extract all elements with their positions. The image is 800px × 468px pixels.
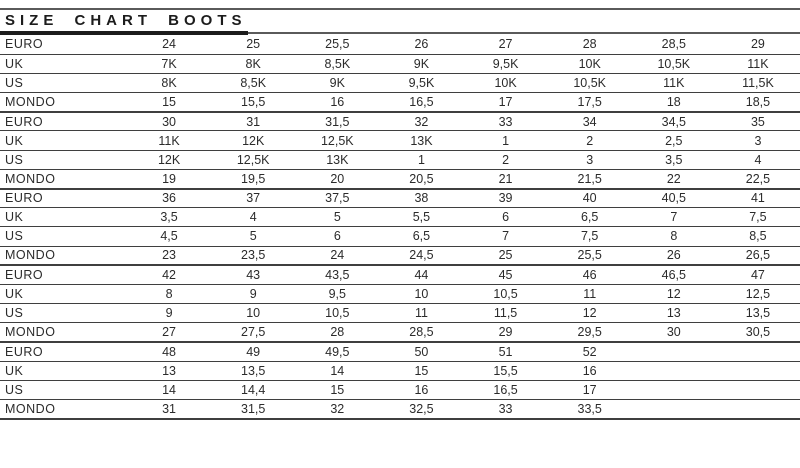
- page-title: SIZE CHART BOOTS: [5, 12, 247, 29]
- size-cell: 9,5K: [464, 54, 548, 73]
- size-cell: [632, 361, 716, 380]
- row-label: UK: [0, 54, 127, 73]
- size-cell: 12,5: [716, 284, 800, 303]
- size-cell: 25,5: [548, 246, 632, 265]
- size-cell: 6: [464, 208, 548, 227]
- size-cell: 15,5: [211, 93, 295, 112]
- size-cell: 11K: [127, 131, 211, 150]
- size-cell: [632, 400, 716, 419]
- size-cell: 12K: [211, 131, 295, 150]
- size-cell: 11K: [716, 54, 800, 73]
- size-cell: 30: [632, 323, 716, 342]
- size-cell: 2: [548, 131, 632, 150]
- size-cell: 11,5: [464, 304, 548, 323]
- row-label: MONDO: [0, 246, 127, 265]
- size-cell: 10: [211, 304, 295, 323]
- table-row: [0, 35, 800, 54]
- size-cell: 23,5: [211, 246, 295, 265]
- table-row: [0, 342, 800, 361]
- size-cell: 14,4: [211, 380, 295, 399]
- size-cell: 13K: [295, 150, 379, 169]
- size-cell: 30,5: [716, 323, 800, 342]
- row-label: US: [0, 304, 127, 323]
- size-cell: 4,5: [127, 227, 211, 246]
- size-cell: 10,5: [295, 304, 379, 323]
- table-row: [0, 131, 800, 150]
- table-row: [0, 400, 800, 419]
- size-cell: 33,5: [548, 400, 632, 419]
- size-cell: 10,5: [464, 284, 548, 303]
- size-cell: 4: [716, 150, 800, 169]
- size-cell: 32,5: [379, 400, 463, 419]
- size-cell: 19: [127, 169, 211, 188]
- size-cell: 19,5: [211, 169, 295, 188]
- size-cell: 11,5K: [716, 73, 800, 92]
- size-cell: 5: [295, 208, 379, 227]
- size-cell: 37,5: [295, 189, 379, 208]
- size-cell: 12,5K: [211, 150, 295, 169]
- size-cell: 9K: [379, 54, 463, 73]
- size-cell: 17,5: [548, 93, 632, 112]
- table-row: [0, 361, 800, 380]
- size-cell: 7K: [127, 54, 211, 73]
- size-cell: 9K: [295, 73, 379, 92]
- size-cell: 11: [379, 304, 463, 323]
- row-label: US: [0, 380, 127, 399]
- size-cell: 40: [548, 189, 632, 208]
- row-label: EURO: [0, 342, 127, 361]
- size-cell: 15,5: [464, 361, 548, 380]
- table-body: [0, 35, 800, 419]
- size-cell: 3: [548, 150, 632, 169]
- size-cell: 18,5: [716, 93, 800, 112]
- size-cell: 10,5K: [548, 73, 632, 92]
- size-cell: 16: [379, 380, 463, 399]
- table-row: [0, 265, 800, 284]
- size-cell: 42: [127, 265, 211, 284]
- size-cell: 15: [379, 361, 463, 380]
- size-cell: 7: [464, 227, 548, 246]
- row-label: EURO: [0, 189, 127, 208]
- size-cell: 8,5: [716, 227, 800, 246]
- table-row: [0, 112, 800, 131]
- size-cell: 49,5: [295, 342, 379, 361]
- size-cell: 27: [464, 35, 548, 54]
- size-cell: 1: [379, 150, 463, 169]
- size-cell: 25,5: [295, 35, 379, 54]
- size-cell: 3,5: [127, 208, 211, 227]
- row-label: UK: [0, 208, 127, 227]
- size-cell: 35: [716, 112, 800, 131]
- size-cell: 14: [295, 361, 379, 380]
- size-cell: 45: [464, 265, 548, 284]
- size-cell: 2: [464, 150, 548, 169]
- table-row: [0, 246, 800, 265]
- size-cell: 9,5: [295, 284, 379, 303]
- size-cell: 41: [716, 189, 800, 208]
- size-cell: 8: [632, 227, 716, 246]
- size-cell: 31: [127, 400, 211, 419]
- size-cell: 9: [211, 284, 295, 303]
- size-cell: 29: [464, 323, 548, 342]
- size-cell: 38: [379, 189, 463, 208]
- table-row: [0, 54, 800, 73]
- size-cell: 40,5: [632, 189, 716, 208]
- size-cell: [716, 361, 800, 380]
- size-cell: 43: [211, 265, 295, 284]
- size-cell: 33: [464, 400, 548, 419]
- size-cell: [716, 400, 800, 419]
- table-row: [0, 227, 800, 246]
- size-cell: 7,5: [716, 208, 800, 227]
- size-cell: 21,5: [548, 169, 632, 188]
- row-label: UK: [0, 284, 127, 303]
- size-cell: 5: [211, 227, 295, 246]
- size-cell: 36: [127, 189, 211, 208]
- size-cell: 6,5: [548, 208, 632, 227]
- size-cell: 29,5: [548, 323, 632, 342]
- row-label: EURO: [0, 265, 127, 284]
- size-cell: 13,5: [716, 304, 800, 323]
- row-label: MONDO: [0, 323, 127, 342]
- size-cell: 31: [211, 112, 295, 131]
- table-row: [0, 284, 800, 303]
- size-cell: 29: [716, 35, 800, 54]
- size-cell: [632, 342, 716, 361]
- size-cell: 25: [464, 246, 548, 265]
- row-label: EURO: [0, 35, 127, 54]
- table-row: [0, 169, 800, 188]
- size-cell: 37: [211, 189, 295, 208]
- size-cell: 15: [295, 380, 379, 399]
- row-label: US: [0, 227, 127, 246]
- size-cell: 6,5: [379, 227, 463, 246]
- size-cell: 31,5: [295, 112, 379, 131]
- size-cell: 43,5: [295, 265, 379, 284]
- size-cell: 13: [632, 304, 716, 323]
- size-cell: 47: [716, 265, 800, 284]
- size-cell: [716, 342, 800, 361]
- size-cell: 28: [295, 323, 379, 342]
- size-cell: 31,5: [211, 400, 295, 419]
- size-cell: 26: [632, 246, 716, 265]
- size-cell: 11: [548, 284, 632, 303]
- size-cell: 16,5: [379, 93, 463, 112]
- size-cell: 39: [464, 189, 548, 208]
- size-cell: 50: [379, 342, 463, 361]
- row-label: US: [0, 150, 127, 169]
- size-cell: [632, 380, 716, 399]
- size-cell: 33: [464, 112, 548, 131]
- size-cell: 10,5K: [632, 54, 716, 73]
- size-cell: 8K: [127, 73, 211, 92]
- size-cell: 7,5: [548, 227, 632, 246]
- size-cell: 46,5: [632, 265, 716, 284]
- size-cell: [716, 380, 800, 399]
- size-cell: 24: [127, 35, 211, 54]
- size-cell: 9,5K: [379, 73, 463, 92]
- top-divider: [0, 8, 800, 10]
- size-cell: 21: [464, 169, 548, 188]
- row-label: MONDO: [0, 169, 127, 188]
- row-label: UK: [0, 131, 127, 150]
- size-cell: 10K: [548, 54, 632, 73]
- title-underline-extension: [248, 32, 800, 34]
- size-cell: 24,5: [379, 246, 463, 265]
- size-cell: 26,5: [716, 246, 800, 265]
- row-label: MONDO: [0, 93, 127, 112]
- size-cell: 8: [127, 284, 211, 303]
- size-cell: 7: [632, 208, 716, 227]
- size-cell: 16: [548, 361, 632, 380]
- table-row: [0, 380, 800, 399]
- table-row: [0, 73, 800, 92]
- size-cell: 10: [379, 284, 463, 303]
- size-cell: 46: [548, 265, 632, 284]
- size-cell: 14: [127, 380, 211, 399]
- size-cell: 8K: [211, 54, 295, 73]
- size-cell: 16: [295, 93, 379, 112]
- row-label: EURO: [0, 112, 127, 131]
- size-cell: 48: [127, 342, 211, 361]
- size-cell: 27,5: [211, 323, 295, 342]
- size-cell: 20,5: [379, 169, 463, 188]
- size-cell: 13,5: [211, 361, 295, 380]
- size-cell: 17: [464, 93, 548, 112]
- size-cell: 49: [211, 342, 295, 361]
- size-cell: 11K: [632, 73, 716, 92]
- size-cell: 8,5K: [295, 54, 379, 73]
- size-cell: 15: [127, 93, 211, 112]
- table-row: [0, 304, 800, 323]
- row-label: MONDO: [0, 400, 127, 419]
- size-cell: 8,5K: [211, 73, 295, 92]
- size-cell: 16,5: [464, 380, 548, 399]
- size-cell: 26: [379, 35, 463, 54]
- size-cell: 24: [295, 246, 379, 265]
- size-cell: 28,5: [632, 35, 716, 54]
- size-cell: 52: [548, 342, 632, 361]
- table-row: [0, 189, 800, 208]
- size-cell: 22: [632, 169, 716, 188]
- size-cell: 9: [127, 304, 211, 323]
- size-cell: 25: [211, 35, 295, 54]
- size-cell: 12: [548, 304, 632, 323]
- size-cell: 28,5: [379, 323, 463, 342]
- size-cell: 20: [295, 169, 379, 188]
- size-cell: 12: [632, 284, 716, 303]
- size-cell: 10K: [464, 73, 548, 92]
- size-cell: 30: [127, 112, 211, 131]
- size-cell: 6: [295, 227, 379, 246]
- size-cell: 23: [127, 246, 211, 265]
- size-cell: 44: [379, 265, 463, 284]
- table-row: [0, 150, 800, 169]
- row-label: US: [0, 73, 127, 92]
- size-cell: 28: [548, 35, 632, 54]
- size-cell: 3: [716, 131, 800, 150]
- size-cell: 5,5: [379, 208, 463, 227]
- size-cell: 34: [548, 112, 632, 131]
- size-cell: 12K: [127, 150, 211, 169]
- size-cell: 17: [548, 380, 632, 399]
- size-cell: 1: [464, 131, 548, 150]
- size-cell: 13K: [379, 131, 463, 150]
- size-cell: 51: [464, 342, 548, 361]
- size-cell: 32: [295, 400, 379, 419]
- size-cell: 32: [379, 112, 463, 131]
- size-cell: 4: [211, 208, 295, 227]
- size-cell: 3,5: [632, 150, 716, 169]
- size-cell: 27: [127, 323, 211, 342]
- size-cell: 22,5: [716, 169, 800, 188]
- size-cell: 13: [127, 361, 211, 380]
- table-row: [0, 323, 800, 342]
- row-label: UK: [0, 361, 127, 380]
- size-cell: 34,5: [632, 112, 716, 131]
- size-cell: 18: [632, 93, 716, 112]
- table-row: [0, 208, 800, 227]
- size-cell: 2,5: [632, 131, 716, 150]
- size-cell: 12,5K: [295, 131, 379, 150]
- table-row: [0, 93, 800, 112]
- size-chart-table: [0, 35, 800, 420]
